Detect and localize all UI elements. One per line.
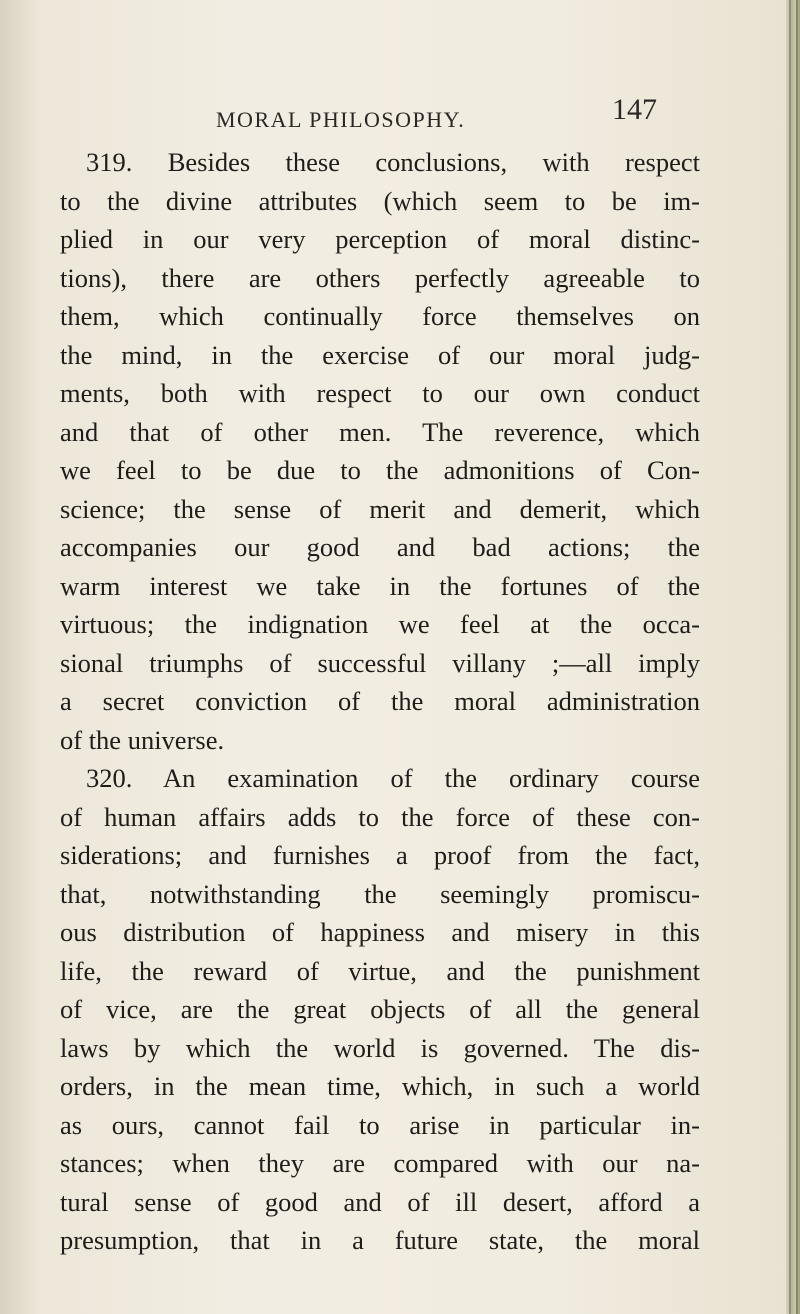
binding-stripe xyxy=(789,0,791,1314)
text-line: 319. Besides these conclusions, with respect xyxy=(86,147,700,177)
text-line: a secret conviction of the moral administration xyxy=(60,686,700,716)
book-binding-edge xyxy=(786,0,800,1314)
text-line: ous distribution of happiness and misery in this xyxy=(60,917,700,947)
text-line: tural sense of good and of ill desert, afford a xyxy=(60,1186,700,1217)
text-line: siderations; and furnishes a proof from the fact, xyxy=(60,840,700,870)
text-line: orders, in the mean time, which, in such a world xyxy=(60,1071,700,1101)
text-line: that, notwithstanding the seemingly promiscu- xyxy=(60,878,700,909)
text-line: accompanies our good and bad actions; the xyxy=(60,532,700,562)
text-line: them, which continually force themselves on xyxy=(60,301,700,331)
text-line: warm interest we take in the fortunes of the xyxy=(60,570,700,601)
page-edge-shadow xyxy=(0,0,40,1314)
text-line: presumption, that in a future state, the moral xyxy=(60,1225,700,1255)
text-line: stances; when they are compared with our na- xyxy=(60,1148,700,1178)
text-line: we feel to be due to the admonitions of Con- xyxy=(60,455,700,485)
text-line: and that of other men. The reverence, which xyxy=(60,416,700,447)
text-line: of vice, are the great objects of all the general xyxy=(60,994,700,1024)
page-number: 147 xyxy=(612,93,657,126)
text-line: of the universe. xyxy=(60,724,225,755)
binding-stripe xyxy=(796,0,798,1314)
text-line: to the divine attributes (which seem to be im- xyxy=(60,185,700,216)
text-line: tions), there are others perfectly agreeable to xyxy=(60,262,700,293)
text-line: plied in our very perception of moral distinc- xyxy=(60,224,700,254)
body-text xyxy=(60,143,700,1260)
text-line: laws by which the world is governed. The dis- xyxy=(60,1032,700,1063)
text-line: the mind, in the exercise of our moral judg- xyxy=(60,339,700,370)
text-line: sional triumphs of successful villany ;—all imply xyxy=(60,647,700,678)
text-line: science; the sense of merit and demerit, which xyxy=(60,493,700,524)
text-line: ments, both with respect to our own conduct xyxy=(60,378,700,408)
page-header xyxy=(0,80,790,140)
text-line: life, the reward of virtue, and the punishment xyxy=(60,955,700,986)
text-line: 320. An examination of the ordinary course xyxy=(86,763,700,793)
running-head: MORAL PHILOSOPHY. xyxy=(216,107,466,132)
text-line: virtuous; the indignation we feel at the occa- xyxy=(60,609,700,639)
text-line: of human affairs adds to the force of these con- xyxy=(60,801,700,832)
text-line: as ours, cannot fail to arise in particular in- xyxy=(60,1109,700,1140)
